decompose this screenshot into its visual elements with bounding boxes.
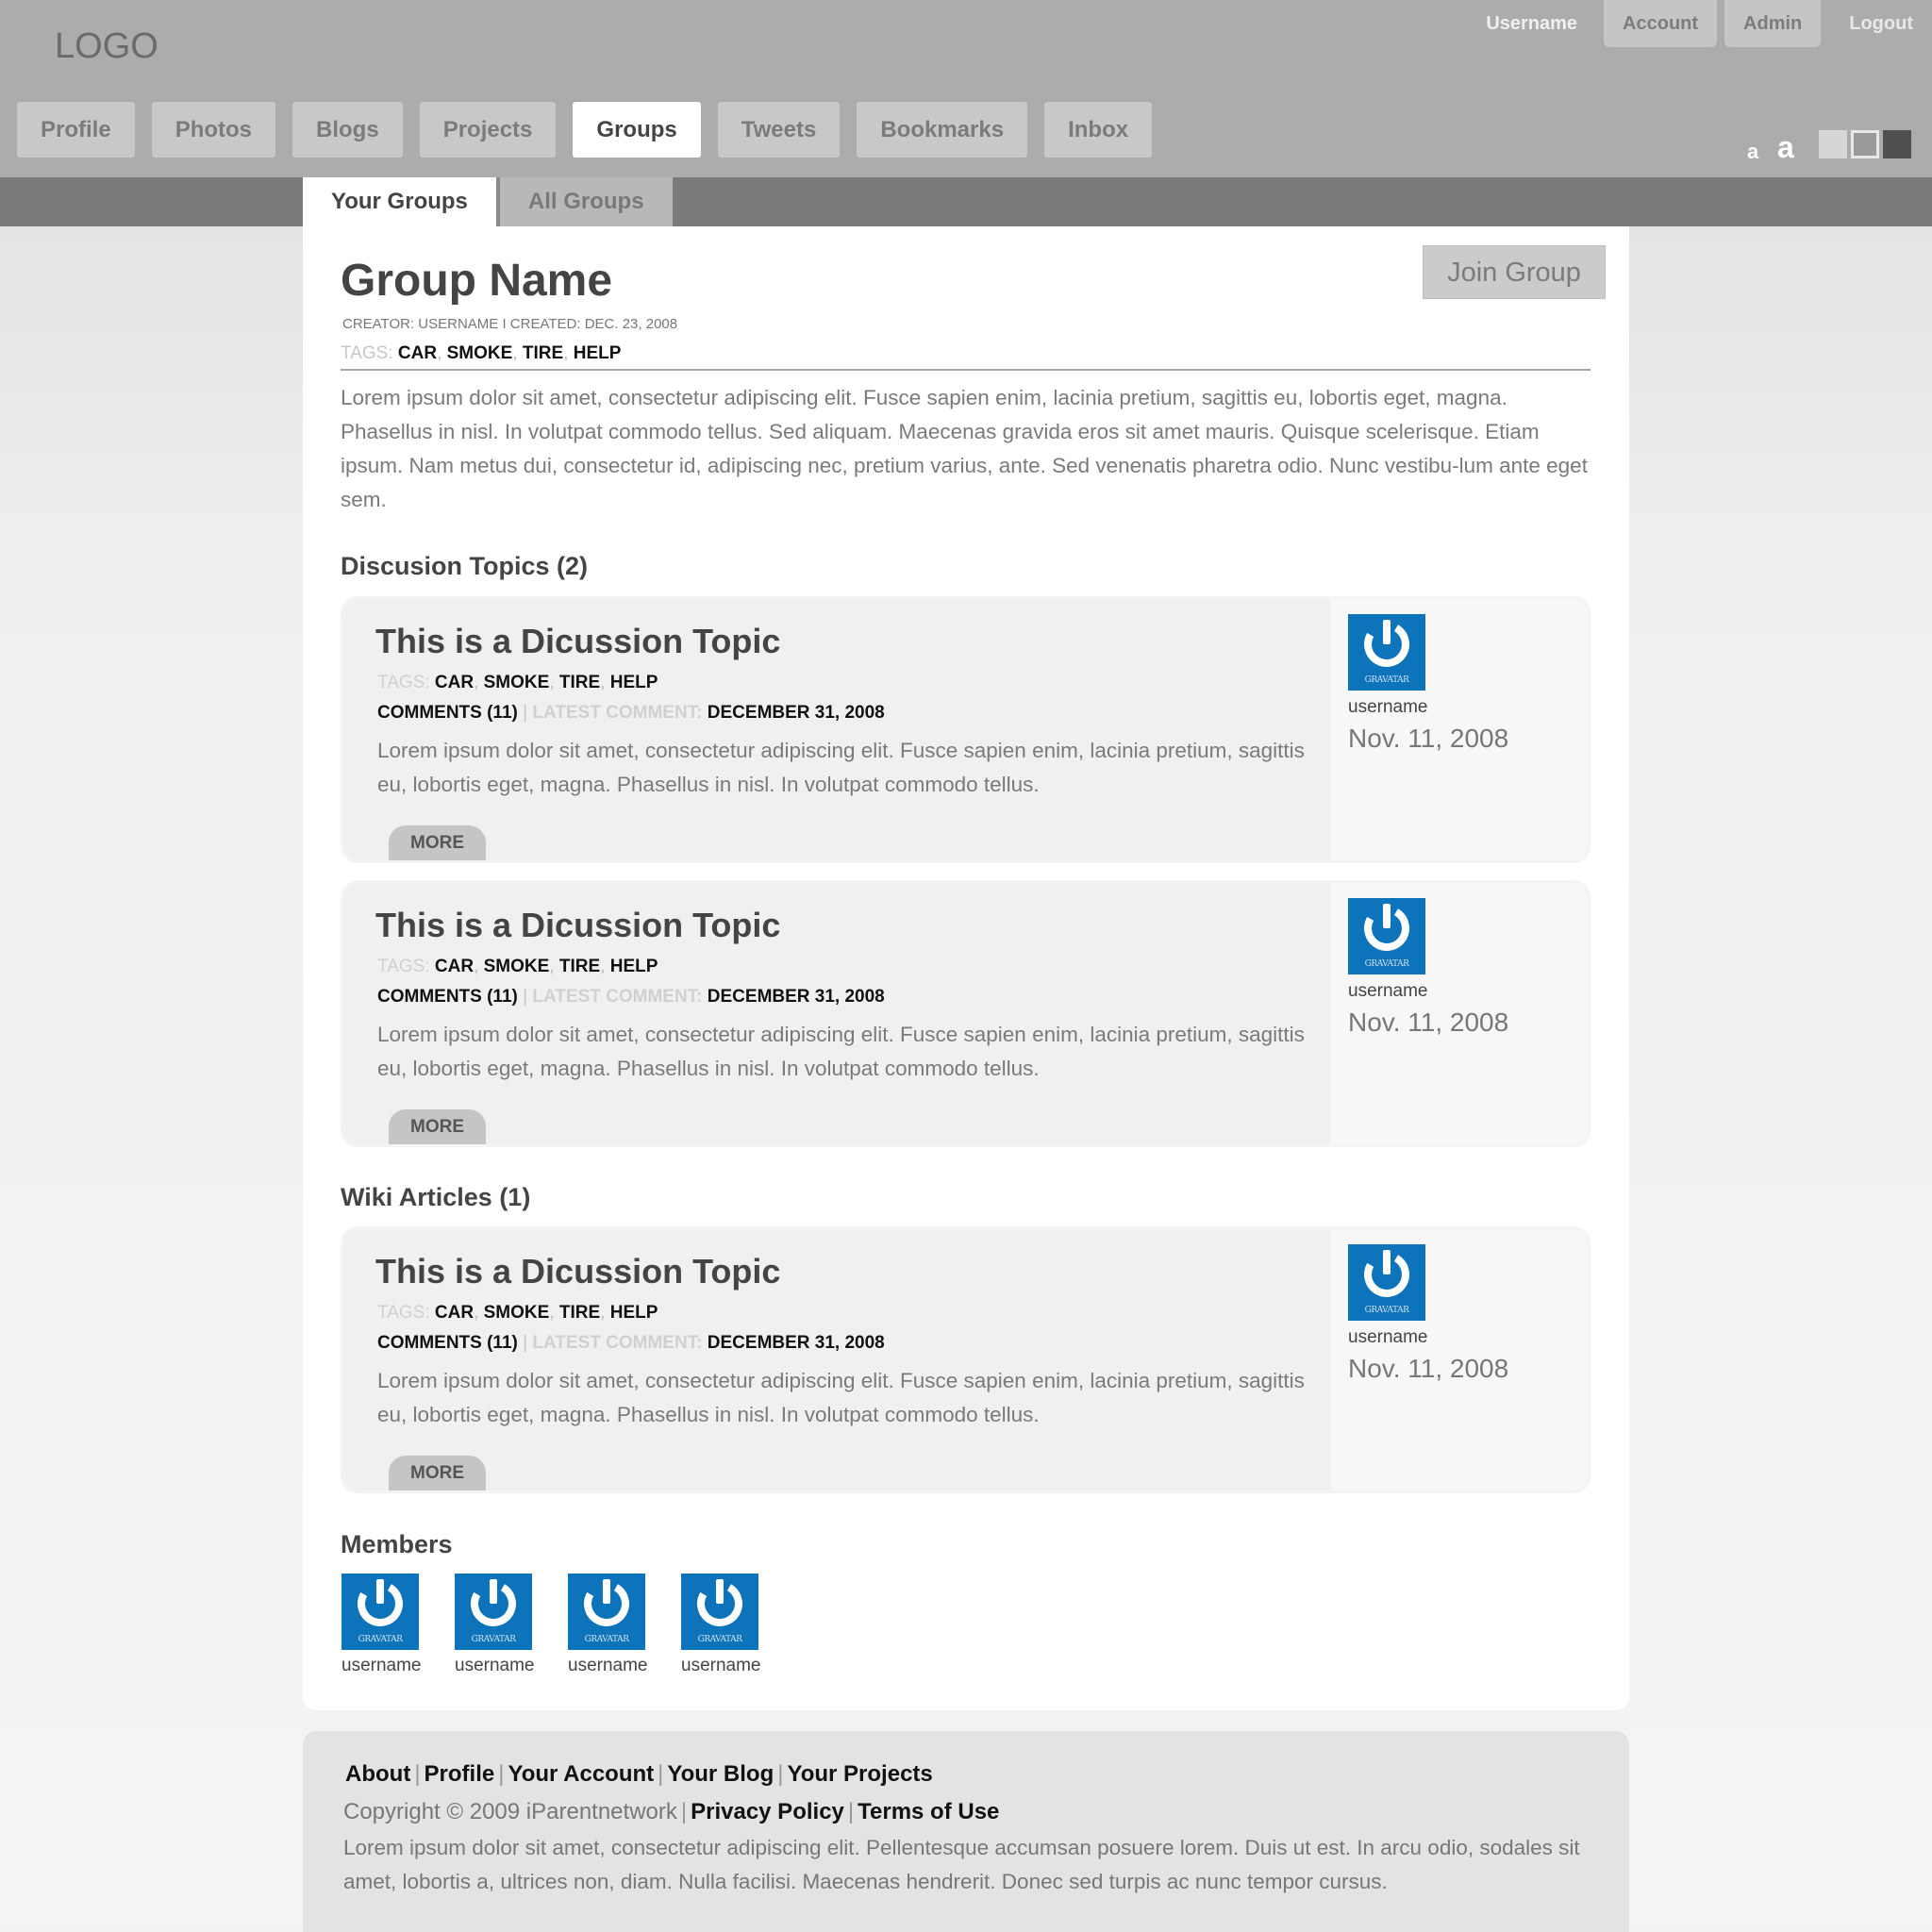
comments-count-link[interactable]: COMMENTS (11) — [377, 1333, 518, 1353]
tag-link[interactable]: SMOKE — [483, 957, 550, 976]
gravatar-label: GRAVATAR — [1364, 1306, 1409, 1315]
latest-comment-date: DECEMBER 31, 2008 — [707, 987, 885, 1007]
more-button[interactable]: MORE — [389, 1456, 486, 1493]
discussion-card — [341, 596, 1591, 863]
divider — [341, 369, 1591, 371]
admin-link[interactable]: Admin — [1724, 0, 1821, 47]
topic-tags: TAGS: CAR, SMOKE, TIRE, HELP — [377, 957, 658, 976]
tags-label: TAGS: — [377, 673, 430, 692]
tags-label: TAGS: — [377, 1303, 430, 1323]
topic-title[interactable]: This is a Dicussion Topic — [375, 906, 781, 944]
topic-title[interactable]: This is a Dicussion Topic — [375, 1252, 781, 1291]
theme-swatches — [1819, 130, 1911, 158]
privacy-policy-link[interactable]: Privacy Policy — [691, 1799, 844, 1824]
topic-excerpt: Lorem ipsum dolor sit amet, consectetur adipiscing elit. Fusce sapien enim, lacinia pretium, sagittis eu, lobortis eget, magna. Phasellus in nisl. In volutpat commodo tellus. — [377, 739, 1305, 796]
tab-your-groups[interactable]: Your Groups — [303, 177, 500, 226]
tag-link[interactable]: TIRE — [522, 343, 564, 363]
theme-dark-swatch[interactable] — [1883, 130, 1911, 158]
member-item[interactable] — [568, 1574, 648, 1676]
tab-tweets[interactable]: Tweets — [718, 102, 841, 158]
gravatar-label: GRAVATAR — [358, 1635, 403, 1644]
tag-link[interactable]: TIRE — [558, 957, 601, 976]
tags-label: TAGS: — [377, 957, 430, 976]
tab-projects[interactable]: Projects — [420, 102, 557, 158]
tab-inbox[interactable]: Inbox — [1044, 102, 1152, 158]
tab-blogs[interactable]: Blogs — [292, 102, 403, 158]
member-username[interactable]: username — [681, 1656, 761, 1675]
more-button[interactable]: MORE — [389, 1109, 486, 1147]
tab-groups[interactable]: Groups — [573, 102, 700, 158]
sub-nav — [303, 177, 673, 226]
post-date: Nov. 11, 2008 — [1348, 1354, 1509, 1383]
tag-link[interactable]: TIRE — [558, 1303, 601, 1323]
wiki-articles-heading: Wiki Articles (1) — [341, 1183, 531, 1211]
tag-link[interactable]: CAR — [434, 1303, 475, 1323]
gravatar-label: GRAVATAR — [1364, 675, 1409, 685]
latest-comment-date: DECEMBER 31, 2008 — [707, 703, 885, 723]
header — [0, 0, 1932, 177]
sub-nav-bar — [0, 177, 1932, 226]
author-username[interactable]: username — [1348, 1327, 1428, 1347]
footer-link-about[interactable]: About — [345, 1761, 411, 1787]
author-username[interactable]: username — [1348, 697, 1428, 717]
tag-link[interactable]: HELP — [573, 343, 622, 363]
tag-link[interactable]: CAR — [434, 673, 475, 692]
gravatar-avatar[interactable] — [681, 1574, 758, 1650]
latest-comment-label: LATEST COMMENT: — [532, 703, 703, 723]
tab-bookmarks[interactable]: Bookmarks — [857, 102, 1027, 158]
members-list — [341, 1574, 761, 1676]
topic-comments: COMMENTS (11) | LATEST COMMENT: DECEMBER 31, 2008 — [377, 987, 885, 1007]
topic-comments: COMMENTS (11) | LATEST COMMENT: DECEMBER 31, 2008 — [377, 703, 885, 723]
footer-link-profile[interactable]: Profile — [424, 1761, 495, 1787]
gravatar-avatar[interactable] — [1348, 1244, 1425, 1321]
post-date: Nov. 11, 2008 — [1348, 1008, 1509, 1037]
footer-link-your-projects[interactable]: Your Projects — [787, 1761, 933, 1787]
topic-excerpt: Lorem ipsum dolor sit amet, consectetur adipiscing elit. Fusce sapien enim, lacinia pretium, sagittis eu, lobortis eget, magna. Phasellus in nisl. In volutpat commodo tellus. — [377, 1369, 1305, 1426]
footer-text: Lorem ipsum dolor sit amet, consectetur adipiscing elit. Pellentesque accumsan posuere lorem. Duis ut est. In arcu odio, sodales sit amet, lobortis a, ultrices non, diam. Nulla facilisi. Maecenas hendrerit. Donec sed turpis ac nunc tempor cursus. — [343, 1836, 1580, 1893]
group-tags: TAGS: CAR, SMOKE, TIRE, HELP — [341, 343, 622, 363]
tag-link[interactable]: HELP — [609, 673, 658, 692]
terms-of-use-link[interactable]: Terms of Use — [858, 1799, 1000, 1824]
members-heading: Members — [341, 1530, 453, 1558]
more-button[interactable]: MORE — [389, 825, 486, 863]
latest-comment-label: LATEST COMMENT: — [532, 1333, 703, 1353]
topic-excerpt: Lorem ipsum dolor sit amet, consectetur adipiscing elit. Fusce sapien enim, lacinia pretium, sagittis eu, lobortis eget, magna. Phasellus in nisl. In volutpat commodo tellus. — [377, 1023, 1305, 1080]
gravatar-label: GRAVATAR — [697, 1635, 742, 1644]
tag-link[interactable]: CAR — [434, 957, 475, 976]
latest-comment-date: DECEMBER 31, 2008 — [707, 1333, 885, 1353]
topic-comments: COMMENTS (11) | LATEST COMMENT: DECEMBER 31, 2008 — [377, 1333, 885, 1353]
logo[interactable]: LOGO — [55, 26, 158, 66]
member-item[interactable] — [681, 1574, 761, 1676]
footer — [303, 1731, 1629, 1932]
discussion-topics-heading: Discusion Topics (2) — [341, 552, 589, 580]
group-description: Lorem ipsum dolor sit amet, consectetur adipiscing elit. Fusce sapien enim, lacinia pretium, sagittis eu, lobortis eget, magna. Phasellus in nisl. In volutpat commodo tellus. Sed aliquam. Maecenas gravida eros sit amet mauris. Quisque scelerisque. Etiam ipsum. Nam metus dui, consectetur id, adipiscing nec, pretium varius, ante. Sed venenatis pharetra odio. Nunc vestibu-lum ante eget sem. — [341, 386, 1588, 511]
latest-comment-label: LATEST COMMENT: — [532, 987, 703, 1007]
tab-photos[interactable]: Photos — [152, 102, 275, 158]
copyright-line: Copyright © 2009 iParentnetwork | Privacy Policy | Terms of Use — [343, 1799, 1000, 1824]
page-title: Group Name — [341, 256, 613, 306]
tab-all-groups[interactable]: All Groups — [500, 177, 673, 226]
main-nav — [17, 102, 1152, 158]
text-size-large-button[interactable]: a — [1777, 130, 1794, 164]
wiki-card — [341, 1226, 1591, 1493]
tag-link[interactable]: CAR — [397, 343, 438, 363]
gravatar-label: GRAVATAR — [584, 1635, 629, 1644]
member-username[interactable]: username — [341, 1656, 422, 1675]
logout-link[interactable]: Logout — [1849, 13, 1913, 34]
gravatar-avatar[interactable] — [1348, 614, 1425, 691]
member-username[interactable]: username — [455, 1656, 535, 1675]
gravatar-label: GRAVATAR — [1364, 959, 1409, 969]
footer-link-your-account[interactable]: Your Account — [508, 1761, 655, 1787]
text-size-small-button[interactable]: a — [1747, 140, 1759, 163]
join-group-button[interactable]: Join Group — [1423, 245, 1606, 299]
post-date: Nov. 11, 2008 — [1348, 724, 1509, 753]
gravatar-avatar[interactable] — [568, 1574, 645, 1650]
group-meta: CREATOR: USERNAME I CREATED: DEC. 23, 2008 — [342, 316, 678, 332]
footer-link-your-blog[interactable]: Your Blog — [667, 1761, 774, 1787]
tag-link[interactable]: SMOKE — [446, 343, 513, 363]
tag-link[interactable]: SMOKE — [483, 1303, 550, 1323]
username-link[interactable]: Username — [1486, 13, 1578, 34]
comments-count-link[interactable]: COMMENTS (11) — [377, 703, 518, 723]
topic-tags: TAGS: CAR, SMOKE, TIRE, HELP — [377, 1303, 658, 1323]
footer-nav: About | Profile | Your Account | Your Blog | Your Projects — [345, 1761, 933, 1787]
author-username[interactable]: username — [1348, 981, 1428, 1001]
topic-title[interactable]: This is a Dicussion Topic — [375, 622, 781, 660]
discussion-card — [341, 880, 1591, 1147]
member-item[interactable] — [455, 1574, 535, 1676]
copyright-text: Copyright © 2009 iParentnetwork — [343, 1799, 677, 1824]
tag-link[interactable]: HELP — [609, 957, 658, 976]
top-links — [1467, 0, 1932, 47]
theme-medium-swatch[interactable] — [1851, 130, 1879, 158]
member-item[interactable] — [341, 1574, 422, 1676]
topic-tags: TAGS: CAR, SMOKE, TIRE, HELP — [377, 673, 658, 692]
gravatar-avatar[interactable] — [341, 1574, 419, 1650]
tag-link[interactable]: TIRE — [558, 673, 601, 692]
member-username[interactable]: username — [568, 1656, 648, 1675]
gravatar-avatar[interactable] — [455, 1574, 532, 1650]
comments-count-link[interactable]: COMMENTS (11) — [377, 987, 518, 1007]
gravatar-avatar[interactable] — [1348, 898, 1425, 974]
tag-link[interactable]: HELP — [609, 1303, 658, 1323]
tab-profile[interactable]: Profile — [17, 102, 135, 158]
tag-link[interactable]: SMOKE — [483, 673, 550, 692]
main-content — [303, 226, 1629, 1710]
tags-label: TAGS: — [341, 343, 393, 363]
account-link[interactable]: Account — [1604, 0, 1717, 47]
gravatar-label: GRAVATAR — [471, 1635, 516, 1644]
theme-light-swatch[interactable] — [1819, 130, 1847, 158]
